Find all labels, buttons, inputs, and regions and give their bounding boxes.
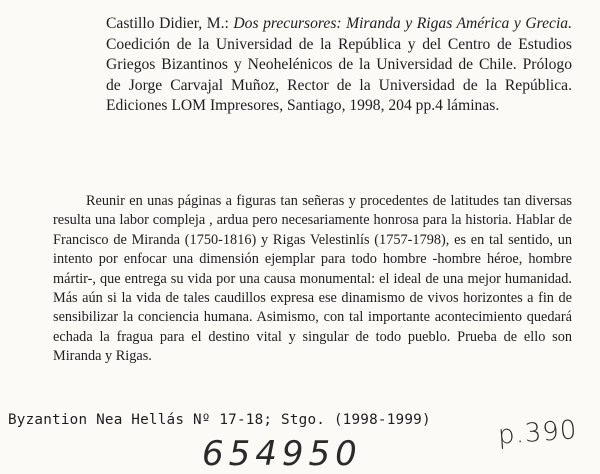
source-reference: Byzantion Nea Hellás Nº 17-18; Stgo. (1998-1999): [8, 412, 431, 428]
citation-details: Coedición de la Universidad de la República y del Centro de Estudios Griegos Bizantinos y Neohelénicos de la Universidad de Chile. Prólogo de Jorge Carvajal Muñoz, Rector de la Universidad de la República. Ediciones LOM Impresores, Santiago, 1998, 204 pp.4 láminas.: [106, 35, 572, 115]
abstract-paragraph: Reunir en unas páginas a figuras tan señeras y procedentes de latitudes tan diversas resulta una labor compleja , ardua pero necesariamente honrosa para la historia. Hablar de Francisco de Miranda (1750-1816) y Rigas Velestinlís (1757-1798), es en tal sentido, un intento por enfocar una dimensión ejemplar para todo hombre -hombre héroe, hombre mártir-, que entrega su vida por una causa monumental: el ideal de una mejor humanidad. Más aún si la vida de tales caudillos expresa ese dinamismo de vivos horizontes a fin de sensibilizar la conciencia humana. Asimismo, con tal importante acontecimiento quedará echada la fragua para el destino vital y singular de todo pueblo. Prueba de ello son Miranda y Rigas.: [53, 193, 572, 365]
citation-author: Castillo Didier, M.:: [106, 15, 229, 32]
handwritten-catalog-number: 654950: [202, 434, 362, 474]
handwritten-page-number: p.390: [497, 415, 579, 451]
citation-title: Dos precursores: Miranda y Rigas América y Grecia.: [233, 15, 572, 32]
bibliographic-citation: [106, 14, 572, 117]
